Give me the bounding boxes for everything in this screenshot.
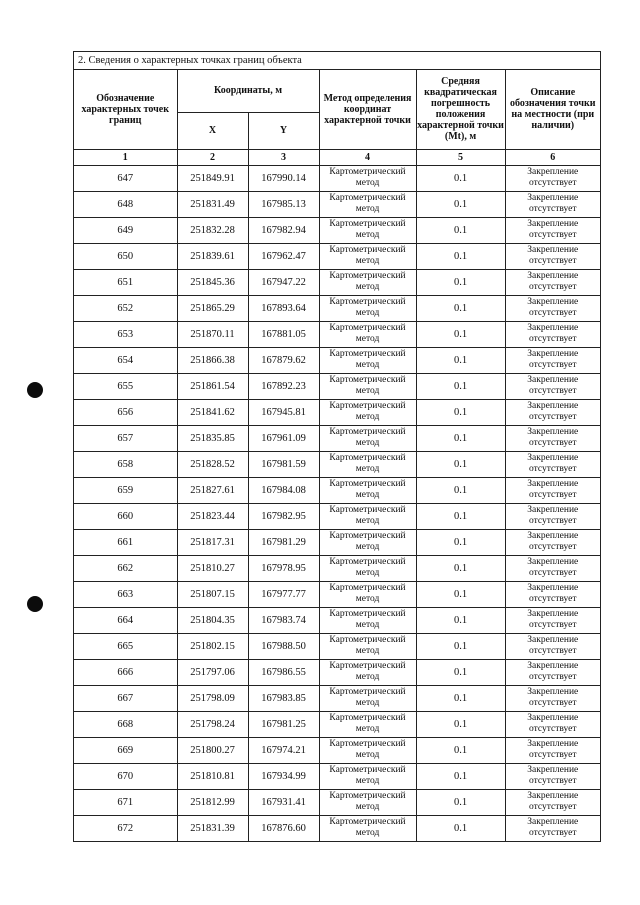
point-cell: 669 [74,737,177,763]
y-coordinate-cell: 167983.85 [248,685,319,711]
y-coordinate-cell: 167876.60 [248,815,319,841]
y-coordinate-cell: 167978.95 [248,555,319,581]
point-cell: 650 [74,243,177,269]
x-coordinate-cell: 251817.31 [177,529,248,555]
y-coordinate-cell: 167977.77 [248,581,319,607]
x-coordinate-cell: 251849.91 [177,165,248,191]
description-cell: Закрепление отсутствует [505,269,600,295]
table-row [74,165,600,191]
point-cell: 672 [74,815,177,841]
x-coordinate-cell: 251812.99 [177,789,248,815]
point-cell: 652 [74,295,177,321]
point-cell: 653 [74,321,177,347]
table-row [74,451,600,477]
y-coordinate-cell: 167986.55 [248,659,319,685]
method-cell: Картометрический метод [319,633,416,659]
x-coordinate-cell: 251832.28 [177,217,248,243]
description-cell: Закрепление отсутствует [505,399,600,425]
table-row [74,529,600,555]
y-coordinate-cell: 167981.59 [248,451,319,477]
error-cell: 0.1 [416,399,505,425]
header-description: Описание обозначения точки на местности (при наличии) [505,70,600,149]
x-coordinate-cell: 251845.36 [177,269,248,295]
description-cell: Закрепление отсутствует [505,685,600,711]
x-coordinate-cell: 251841.62 [177,399,248,425]
y-coordinate-cell: 167984.08 [248,477,319,503]
y-coordinate-cell: 167985.13 [248,191,319,217]
header-point-designation: Обозначение характерных точек границ [74,70,177,149]
table-row [74,425,600,451]
x-coordinate-cell: 251800.27 [177,737,248,763]
table-row [74,477,600,503]
column-number: 5 [416,149,505,165]
error-cell: 0.1 [416,711,505,737]
method-cell: Картометрический метод [319,321,416,347]
point-cell: 647 [74,165,177,191]
table-row [74,815,600,841]
x-coordinate-cell: 251866.38 [177,347,248,373]
table-body [74,165,600,841]
method-cell: Картометрический метод [319,685,416,711]
point-cell: 671 [74,789,177,815]
method-cell: Картометрический метод [319,243,416,269]
table-row [74,503,600,529]
column-number-row [74,149,600,165]
x-coordinate-cell: 251810.27 [177,555,248,581]
point-cell: 658 [74,451,177,477]
point-cell: 655 [74,373,177,399]
x-coordinate-cell: 251831.49 [177,191,248,217]
error-cell: 0.1 [416,529,505,555]
x-coordinate-cell: 251823.44 [177,503,248,529]
column-number: 1 [74,149,177,165]
method-cell: Картометрический метод [319,269,416,295]
method-cell: Картометрический метод [319,555,416,581]
table-row [74,217,600,243]
error-cell: 0.1 [416,243,505,269]
point-cell: 660 [74,503,177,529]
y-coordinate-cell: 167981.29 [248,529,319,555]
punch-hole-top [27,382,43,398]
method-cell: Картометрический метод [319,737,416,763]
description-cell: Закрепление отсутствует [505,555,600,581]
table-row [74,295,600,321]
error-cell: 0.1 [416,295,505,321]
error-cell: 0.1 [416,477,505,503]
x-coordinate-cell: 251870.11 [177,321,248,347]
method-cell: Картометрический метод [319,425,416,451]
error-cell: 0.1 [416,555,505,581]
error-cell: 0.1 [416,581,505,607]
boundary-points-section [73,51,601,842]
error-cell: 0.1 [416,347,505,373]
method-cell: Картометрический метод [319,815,416,841]
description-cell: Закрепление отсутствует [505,789,600,815]
error-cell: 0.1 [416,737,505,763]
table-row [74,555,600,581]
point-cell: 649 [74,217,177,243]
description-cell: Закрепление отсутствует [505,659,600,685]
point-cell: 668 [74,711,177,737]
description-cell: Закрепление отсутствует [505,347,600,373]
method-cell: Картометрический метод [319,399,416,425]
table-row [74,607,600,633]
x-coordinate-cell: 251831.39 [177,815,248,841]
description-cell: Закрепление отсутствует [505,165,600,191]
y-coordinate-cell: 167983.74 [248,607,319,633]
y-coordinate-cell: 167982.94 [248,217,319,243]
section-title: 2. Сведения о характерных точках границ объекта [74,52,600,70]
description-cell: Закрепление отсутствует [505,633,600,659]
y-coordinate-cell: 167974.21 [248,737,319,763]
error-cell: 0.1 [416,165,505,191]
point-cell: 657 [74,425,177,451]
description-cell: Закрепление отсутствует [505,373,600,399]
point-cell: 651 [74,269,177,295]
method-cell: Картометрический метод [319,659,416,685]
header-x: X [177,112,248,149]
point-cell: 670 [74,763,177,789]
error-cell: 0.1 [416,451,505,477]
method-cell: Картометрический метод [319,607,416,633]
header-error: Средняя квадратическая погрешность положения характерной точки (Mt), м [416,70,505,149]
error-cell: 0.1 [416,633,505,659]
method-cell: Картометрический метод [319,347,416,373]
x-coordinate-cell: 251835.85 [177,425,248,451]
description-cell: Закрепление отсутствует [505,477,600,503]
error-cell: 0.1 [416,269,505,295]
table-row [74,763,600,789]
method-cell: Картометрический метод [319,295,416,321]
point-cell: 667 [74,685,177,711]
method-cell: Картометрический метод [319,789,416,815]
y-coordinate-cell: 167892.23 [248,373,319,399]
description-cell: Закрепление отсутствует [505,581,600,607]
method-cell: Картометрический метод [319,581,416,607]
error-cell: 0.1 [416,217,505,243]
table-row [74,347,600,373]
point-cell: 659 [74,477,177,503]
x-coordinate-cell: 251839.61 [177,243,248,269]
method-cell: Картометрический метод [319,373,416,399]
table-row [74,711,600,737]
header-y: Y [248,112,319,149]
table-row [74,321,600,347]
description-cell: Закрепление отсутствует [505,191,600,217]
method-cell: Картометрический метод [319,503,416,529]
header-method: Метод определения координат характерной точки [319,70,416,149]
description-cell: Закрепление отсутствует [505,217,600,243]
table-row [74,373,600,399]
table-row [74,269,600,295]
method-cell: Картометрический метод [319,217,416,243]
point-cell: 663 [74,581,177,607]
error-cell: 0.1 [416,607,505,633]
description-cell: Закрепление отсутствует [505,711,600,737]
x-coordinate-cell: 251828.52 [177,451,248,477]
x-coordinate-cell: 251861.54 [177,373,248,399]
point-cell: 664 [74,607,177,633]
table-row [74,633,600,659]
x-coordinate-cell: 251810.81 [177,763,248,789]
column-number: 6 [505,149,600,165]
table-row [74,581,600,607]
method-cell: Картометрический метод [319,165,416,191]
x-coordinate-cell: 251798.24 [177,711,248,737]
point-cell: 648 [74,191,177,217]
column-number: 4 [319,149,416,165]
method-cell: Картометрический метод [319,451,416,477]
description-cell: Закрепление отсутствует [505,503,600,529]
point-cell: 665 [74,633,177,659]
method-cell: Картометрический метод [319,477,416,503]
table-row [74,191,600,217]
error-cell: 0.1 [416,503,505,529]
description-cell: Закрепление отсутствует [505,529,600,555]
y-coordinate-cell: 167934.99 [248,763,319,789]
error-cell: 0.1 [416,815,505,841]
table-row [74,737,600,763]
y-coordinate-cell: 167982.95 [248,503,319,529]
y-coordinate-cell: 167879.62 [248,347,319,373]
punch-hole-bottom [27,596,43,612]
point-cell: 654 [74,347,177,373]
table-row [74,789,600,815]
error-cell: 0.1 [416,425,505,451]
point-cell: 662 [74,555,177,581]
table-row [74,659,600,685]
y-coordinate-cell: 167962.47 [248,243,319,269]
x-coordinate-cell: 251807.15 [177,581,248,607]
table-row [74,399,600,425]
method-cell: Картометрический метод [319,529,416,555]
error-cell: 0.1 [416,373,505,399]
error-cell: 0.1 [416,763,505,789]
description-cell: Закрепление отсутствует [505,815,600,841]
description-cell: Закрепление отсутствует [505,321,600,347]
error-cell: 0.1 [416,789,505,815]
header-coordinates: Координаты, м [177,70,319,112]
y-coordinate-cell: 167947.22 [248,269,319,295]
point-cell: 661 [74,529,177,555]
table-row [74,685,600,711]
method-cell: Картометрический метод [319,763,416,789]
error-cell: 0.1 [416,321,505,347]
error-cell: 0.1 [416,659,505,685]
boundary-points-table [74,70,600,841]
table-row [74,243,600,269]
header-row [74,70,600,112]
x-coordinate-cell: 251802.15 [177,633,248,659]
description-cell: Закрепление отсутствует [505,243,600,269]
description-cell: Закрепление отсутствует [505,425,600,451]
method-cell: Картометрический метод [319,711,416,737]
x-coordinate-cell: 251798.09 [177,685,248,711]
method-cell: Картометрический метод [319,191,416,217]
description-cell: Закрепление отсутствует [505,451,600,477]
error-cell: 0.1 [416,685,505,711]
x-coordinate-cell: 251797.06 [177,659,248,685]
y-coordinate-cell: 167881.05 [248,321,319,347]
description-cell: Закрепление отсутствует [505,295,600,321]
column-number: 3 [248,149,319,165]
y-coordinate-cell: 167988.50 [248,633,319,659]
x-coordinate-cell: 251804.35 [177,607,248,633]
error-cell: 0.1 [416,191,505,217]
y-coordinate-cell: 167961.09 [248,425,319,451]
y-coordinate-cell: 167981.25 [248,711,319,737]
point-cell: 656 [74,399,177,425]
y-coordinate-cell: 167931.41 [248,789,319,815]
description-cell: Закрепление отсутствует [505,763,600,789]
description-cell: Закрепление отсутствует [505,737,600,763]
y-coordinate-cell: 167945.81 [248,399,319,425]
y-coordinate-cell: 167893.64 [248,295,319,321]
x-coordinate-cell: 251865.29 [177,295,248,321]
point-cell: 666 [74,659,177,685]
y-coordinate-cell: 167990.14 [248,165,319,191]
x-coordinate-cell: 251827.61 [177,477,248,503]
column-number: 2 [177,149,248,165]
description-cell: Закрепление отсутствует [505,607,600,633]
